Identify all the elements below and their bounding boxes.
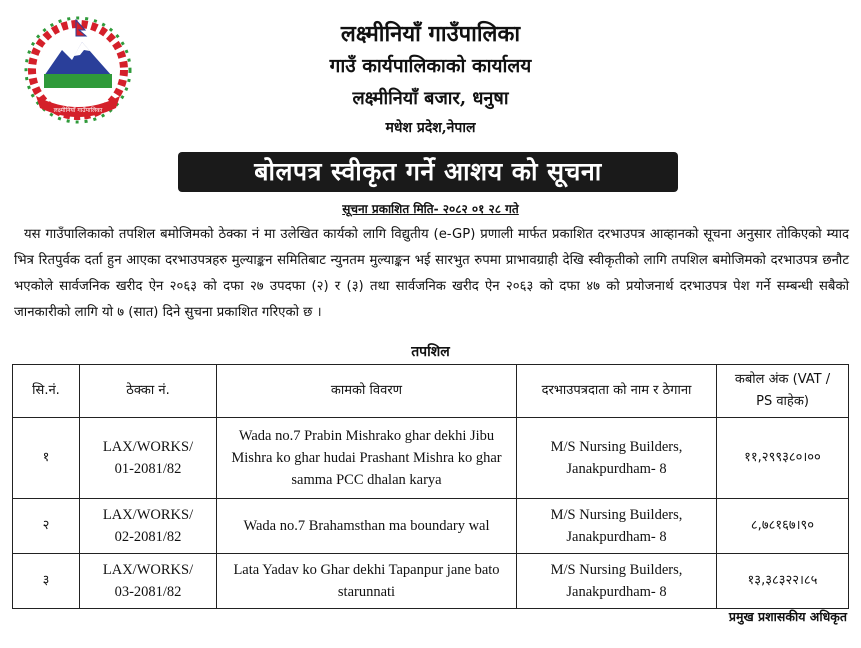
publication-date xyxy=(0,200,861,217)
cell-bidder xyxy=(517,554,717,609)
contract-line1: LAX/WORKS/ xyxy=(102,439,194,455)
header-bidder: दरभाउपत्रदाता को नाम र ठेगाना xyxy=(517,365,717,418)
table-row xyxy=(13,418,849,499)
bidder-line1: M/S Nursing Builders, xyxy=(550,562,683,578)
cell-description: Wada no.7 Prabin Mishrako ghar dekhi Jibu Mishra ko ghar hudai Prashant Mishra ko ghar samma PCC dhalan karya xyxy=(217,418,517,499)
header-description: कामको विवरण xyxy=(217,365,517,418)
signatory-title: प्रमुख प्रशासकीय अधिकृत xyxy=(728,609,847,624)
bidder-line2: Janakpurdham- 8 xyxy=(566,461,667,477)
header-amount-line2: PS वाहेक) xyxy=(756,394,809,409)
cell-description: Lata Yadav ko Ghar dekhi Tapanpur jane bato starunnati xyxy=(217,554,517,609)
bidder-line2: Janakpurdham- 8 xyxy=(566,529,667,545)
table-header-row xyxy=(13,365,849,418)
contract-line2: 03-2081/82 xyxy=(114,584,182,600)
header-contract: ठेक्का नं. xyxy=(80,365,217,418)
contract-table xyxy=(12,364,849,609)
header-amount xyxy=(717,365,849,418)
bidder-line2: Janakpurdham- 8 xyxy=(566,584,667,600)
office-name: गाउँ कार्यपालिकाको कार्यालय xyxy=(329,55,532,77)
cell-amount: १३,३८३२२।८५ xyxy=(717,554,849,609)
office-address: लक्ष्मीनियाँ बजार, धनुषा xyxy=(352,88,509,109)
organization-name: लक्ष्मीनियाँ गाउँपालिका xyxy=(340,21,521,47)
cell-bidder xyxy=(517,418,717,499)
cell-bidder xyxy=(517,499,717,554)
header-sn: सि.नं. xyxy=(13,365,80,418)
cell-sn: ३ xyxy=(13,554,80,609)
province-name: मधेश प्रदेश,नेपाल xyxy=(385,120,476,136)
cell-contract xyxy=(80,418,217,499)
table-row xyxy=(13,499,849,554)
bidder-line1: M/S Nursing Builders, xyxy=(550,439,683,455)
header-amount-line1: कबोल अंक (VAT / xyxy=(734,372,831,387)
publication-date-text: सूचना प्रकाशित मिति- २०८२ ०१ २८ गते xyxy=(342,202,519,216)
emblem-caption: लक्ष्मीनियाँ गाउँपालिका xyxy=(53,107,103,114)
cell-description: Wada no.7 Brahamsthan ma boundary wal xyxy=(217,499,517,554)
cell-sn: २ xyxy=(13,499,80,554)
cell-amount: ११,२९९३८०।०० xyxy=(717,418,849,499)
table-row xyxy=(13,554,849,609)
contract-line1: LAX/WORKS/ xyxy=(102,562,194,578)
contract-line1: LAX/WORKS/ xyxy=(102,507,194,523)
cell-amount: ८,७८१६७।९० xyxy=(717,499,849,554)
cell-contract xyxy=(80,499,217,554)
cell-sn: १ xyxy=(13,418,80,499)
contract-line2: 01-2081/82 xyxy=(114,461,182,477)
notice-title-banner: बोलपत्र स्वीकृत गर्ने आशय को सूचना xyxy=(178,152,678,192)
table-title: तपशिल xyxy=(411,344,450,360)
contract-line2: 02-2081/82 xyxy=(114,529,182,545)
cell-contract xyxy=(80,554,217,609)
notice-body: यस गाउँपालिकाको तपशिल बमोजिमको ठेक्का नं मा उलेखित कार्यको लागि विद्युतीय (e-GP) प्रणाली मार्फत प्रकाशित दरभाउपत्र आव्हानको सूचना अनुसार तोकिएको म्याद भित्र रितपुर्वक दर्ता हुन आएका दरभाउपत्रहरु मुल्याङ्कन समितिबाट न्युनतम मुल्याङ्कन भई सारभुत रुपमा प्राभावग्राही देखि स्वीकृतीको लागि तपशिल बमोजिमको दरभाउपत्र छनौट भएकोले सार्वजनिक खरीद ऐन २०६३ को दफा २७ उपदफा (२) र (३) तथा सार्वजनिक खरीद ऐन २०६३ को दफा ४७ को प्रयोजनार्थ दरभाउपत्र पेश गर्ने सम्बन्धी सबैको जानकारीको लागि यो ७ (सात) दिने सुचना प्रकाशित गरिएको छ । xyxy=(14,227,849,320)
bidder-line1: M/S Nursing Builders, xyxy=(550,507,683,523)
